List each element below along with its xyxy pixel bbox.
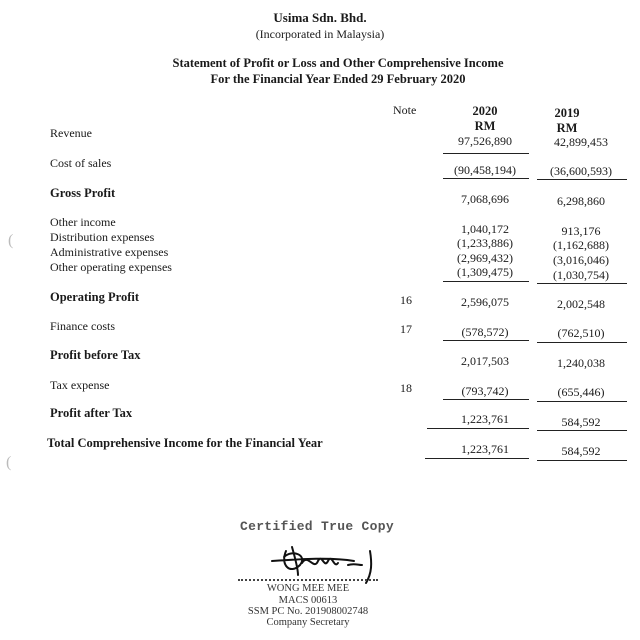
signature-icon [262, 535, 392, 585]
row-label-total-comprehensive-income: Total Comprehensive Income for the Financial Year [47, 436, 323, 450]
administrative-expenses-2019: (3,016,046) [553, 253, 609, 267]
distribution-expenses-2019: (1,162,688) [553, 238, 609, 252]
currency-2019-header: RM [556, 121, 578, 135]
rule-below-finance-2019 [537, 342, 627, 343]
statement-period: For the Financial Year Ended 29 February 2020 [210, 72, 466, 86]
note-operating-profit: 16 [400, 293, 412, 307]
secretary-ssm-number: SSM PC No. 201908002748 [247, 606, 369, 617]
rule-total-2020 [425, 458, 529, 459]
signature-line [238, 579, 378, 581]
incorporation-note: (Incorporated in Malaysia) [255, 27, 385, 41]
gross-profit-2019: 6,298,860 [557, 194, 605, 208]
rule-below-cost-2020 [443, 178, 529, 179]
row-label-cost-of-sales: Cost of sales [50, 156, 112, 170]
administrative-expenses-2020: (2,969,432) [457, 251, 513, 265]
note-finance-costs: 17 [400, 322, 412, 336]
cost-of-sales-2020: (90,458,194) [454, 163, 516, 177]
distribution-expenses-2020: (1,233,886) [457, 236, 513, 250]
row-label-profit-after-tax: Profit after Tax [50, 406, 133, 420]
rule-total-2019 [537, 460, 627, 461]
finance-costs-2019: (762,510) [557, 326, 605, 340]
row-label-other-operating-expenses: Other operating expenses [50, 260, 172, 274]
gross-profit-2020: 7,068,696 [461, 192, 509, 206]
row-label-other-income: Other income [50, 215, 116, 229]
certified-true-copy-stamp: Certified True Copy [240, 519, 394, 534]
rule-below-pat-2020 [427, 428, 529, 429]
other-operating-expenses-2020: (1,309,475) [457, 265, 513, 279]
rule-above-cost-2020 [443, 153, 529, 154]
rule-below-pat-2019 [537, 430, 627, 431]
revenue-2020: 97,526,890 [458, 134, 512, 148]
operating-profit-2019: 2,002,548 [557, 297, 605, 311]
other-income-2019: 913,176 [561, 224, 601, 238]
currency-2020-header: RM [474, 119, 496, 133]
profit-before-tax-2019: 1,240,038 [557, 356, 605, 370]
statement-title: Statement of Profit or Loss and Other Comprehensive Income [172, 56, 504, 70]
rule-below-tax-2019 [537, 401, 627, 402]
rule-below-finance-2020 [443, 340, 529, 341]
total-comprehensive-income-2020: 1,223,761 [461, 442, 509, 456]
row-label-tax-expense: Tax expense [50, 378, 110, 392]
revenue-2019: 42,899,453 [554, 135, 608, 149]
tax-expense-2020: (793,742) [461, 384, 509, 398]
year-2019-header: 2019 [554, 106, 580, 120]
profit-after-tax-2019: 584,592 [561, 415, 601, 429]
rule-below-tax-2020 [443, 399, 529, 400]
rule-below-cost-2019 [537, 179, 627, 180]
other-income-2020: 1,040,172 [461, 222, 509, 236]
rule-below-expenses-2019 [537, 283, 627, 284]
secretary-macs-number: MACS 00613 [278, 595, 338, 606]
row-label-revenue: Revenue [50, 126, 92, 140]
secretary-name: WONG MEE MEE [266, 583, 350, 594]
total-comprehensive-income-2019: 584,592 [561, 444, 601, 458]
note-tax-expense: 18 [400, 381, 412, 395]
secretary-role: Company Secretary [266, 617, 350, 628]
note-column-header: Note [393, 103, 417, 117]
row-label-profit-before-tax: Profit before Tax [50, 348, 141, 362]
scan-artifact-mark: ( [8, 232, 14, 249]
cost-of-sales-2019: (36,600,593) [550, 164, 612, 178]
row-label-finance-costs: Finance costs [50, 319, 115, 333]
row-label-distribution-expenses: Distribution expenses [50, 230, 155, 244]
operating-profit-2020: 2,596,075 [461, 295, 509, 309]
rule-below-expenses-2020 [443, 281, 529, 282]
row-label-operating-profit: Operating Profit [50, 290, 139, 304]
finance-costs-2020: (578,572) [461, 325, 509, 339]
profit-before-tax-2020: 2,017,503 [461, 354, 509, 368]
profit-after-tax-2020: 1,223,761 [461, 412, 509, 426]
company-name: Usima Sdn. Bhd. [273, 10, 367, 25]
tax-expense-2019: (655,446) [557, 385, 605, 399]
year-2020-header: 2020 [472, 104, 498, 118]
other-operating-expenses-2019: (1,030,754) [553, 268, 609, 282]
row-label-administrative-expenses: Administrative expenses [50, 245, 169, 259]
row-label-gross-profit: Gross Profit [50, 186, 116, 200]
scan-artifact-mark: ( [6, 454, 12, 471]
